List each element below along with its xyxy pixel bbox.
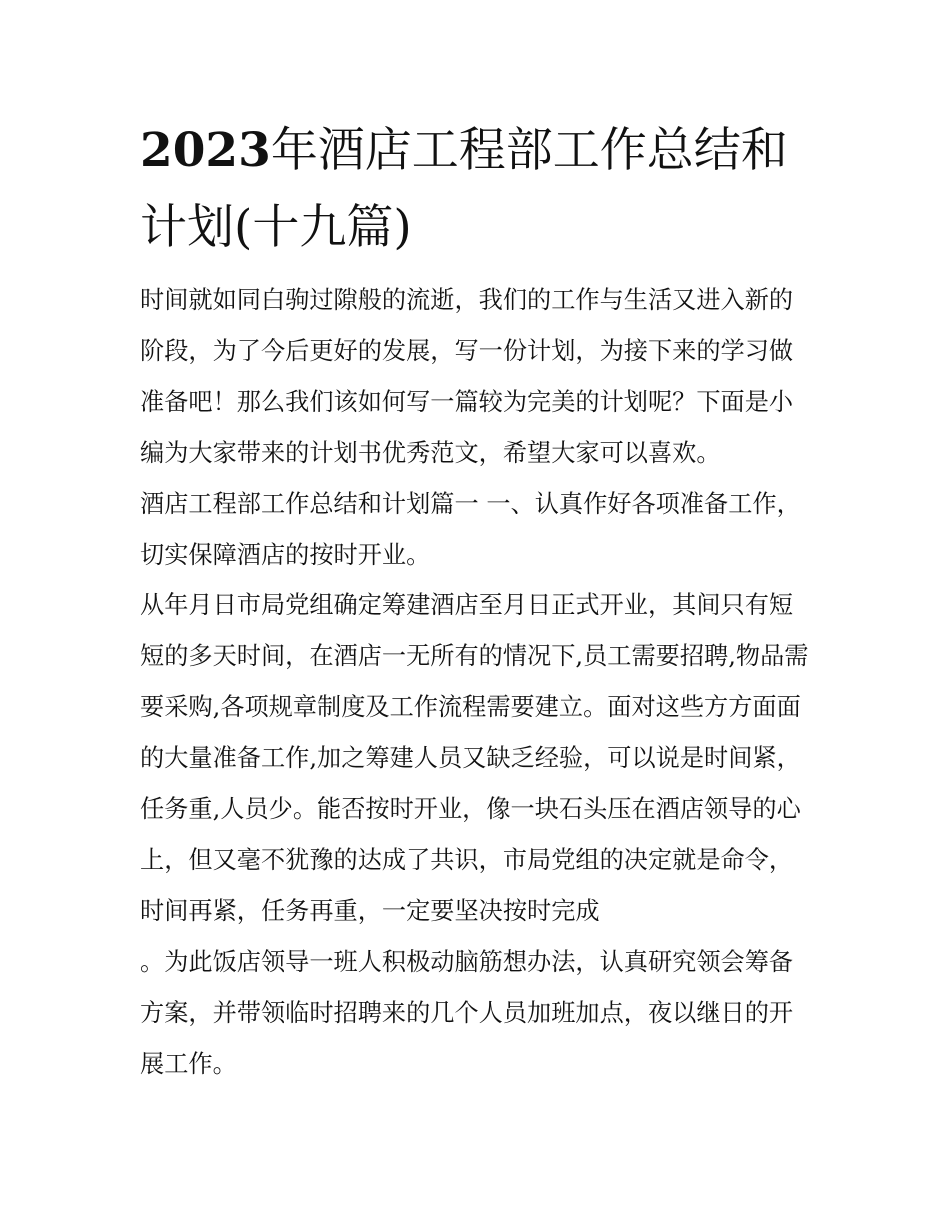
section-heading-paragraph: 酒店工程部工作总结和计划篇一 一、认真作好各项准备工作，切实保障酒店的按时开业。 (140, 489, 801, 569)
body-paragraph: 从年月日市局党组确定筹建酒店至月日正式开业，其间只有短短的多天时间，在酒店一无所有的情况下,员工需要招聘,物品需要采购,各项规章制度及工作流程需要建立。面对这些方方面面的大量准备工作,加之筹建人员又缺乏经验，可以说是时间紧，任务重,人员少。能否按时开业，像一块石头压在酒店领导的心上，但又毫不犹豫的达成了共识，市局党组的决定就是命令，时间再紧，任务再重，一定要坚决按时完成 (140, 591, 809, 925)
body-paragraph-continued: 。为此饭店领导一班人积极动脑筋想办法，认真研究领会筹备方案，并带领临时招聘来的几个人员加班加点，夜以继日的开展工作。 (140, 948, 794, 1078)
document-title (140, 112, 812, 266)
document-page (140, 112, 812, 1090)
title-year: 2023 (140, 123, 271, 178)
title-text: 年酒店工程部工作总结和计划(十九篇) (140, 123, 788, 255)
intro-paragraph: 时间就如同白驹过隙般的流逝，我们的工作与生活又进入新的阶段，为了今后更好的发展，写一份计划，为接下来的学习做准备吧！那么我们该如何写一篇较为完美的计划呢？下面是小编为大家带来的计划书优秀范文，希望大家可以喜欢。 (140, 286, 794, 467)
